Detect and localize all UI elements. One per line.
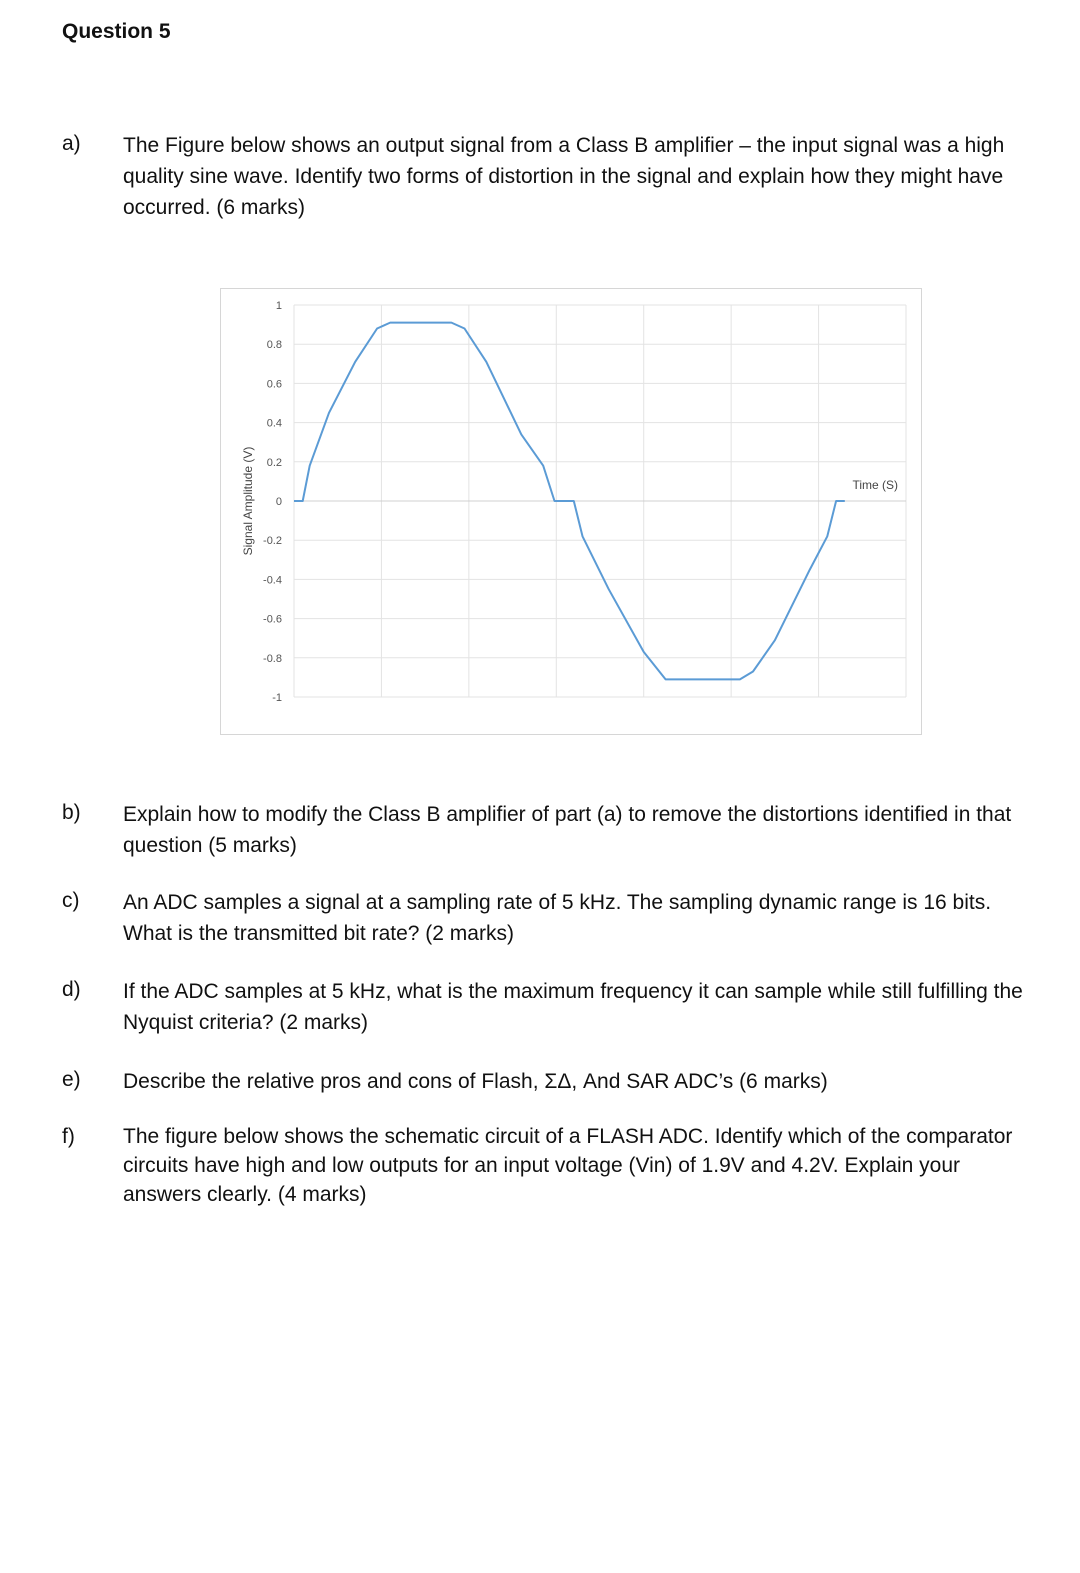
part-f-label: f) xyxy=(62,1125,75,1148)
y-tick-label: 0.2 xyxy=(266,456,282,469)
y-tick-label: -0.2 xyxy=(263,535,282,548)
y-tick-label: 0.8 xyxy=(266,339,282,352)
part-e-label: e) xyxy=(62,1068,81,1091)
y-tick-label: 1 xyxy=(275,300,282,312)
y-tick-label: 0.6 xyxy=(266,378,282,391)
question-title: Question 5 xyxy=(62,20,171,43)
y-tick-label: -0.6 xyxy=(263,613,282,626)
y-tick-label: 0.4 xyxy=(266,417,282,430)
y-tick-label: -0.4 xyxy=(263,574,282,587)
part-c-label: c) xyxy=(62,889,80,912)
signal-chart xyxy=(220,288,922,735)
part-b-label: b) xyxy=(62,801,81,824)
part-a-label: a) xyxy=(62,132,81,155)
part-e-text: Describe the relative pros and cons of Flash, ΣΔ, And SAR ADC’s (6 marks) xyxy=(123,1070,828,1093)
part-d-text: If the ADC samples at 5 kHz, what is the maximum frequency it can sample while still fulfilling the Nyquist criteria? (2 marks) xyxy=(123,980,1023,1034)
signal-chart-svg xyxy=(221,289,923,736)
y-axis-title: Signal Amplitude (V) xyxy=(241,446,255,556)
part-b-text: Explain how to modify the Class B amplifier of part (a) to remove the distortions identified in that question (5 marks) xyxy=(123,803,1012,857)
y-tick-label: 0 xyxy=(275,496,282,508)
part-a-text: The Figure below shows an output signal from a Class B amplifier – the input signal was a high quality sine wave. Identify two forms of distortion in the signal and explain how they might have occurred. (6 marks) xyxy=(123,134,1005,219)
part-f-text: The figure below shows the schematic circuit of a FLASH ADC. Identify which of the comparator circuits have high and low outputs for an input voltage (Vin) of 1.9V and 4.2V. Explain your answers clearly. (4 marks) xyxy=(123,1125,1013,1206)
y-tick-label: -0.8 xyxy=(263,652,282,665)
y-tick-label: -1 xyxy=(272,692,282,704)
x-axis-title: Time (S) xyxy=(852,478,898,492)
part-c-text: An ADC samples a signal at a sampling rate of 5 kHz. The sampling dynamic range is 16 bits. What is the transmitted bit rate? (2 marks) xyxy=(123,891,992,945)
part-d-label: d) xyxy=(62,978,81,1001)
